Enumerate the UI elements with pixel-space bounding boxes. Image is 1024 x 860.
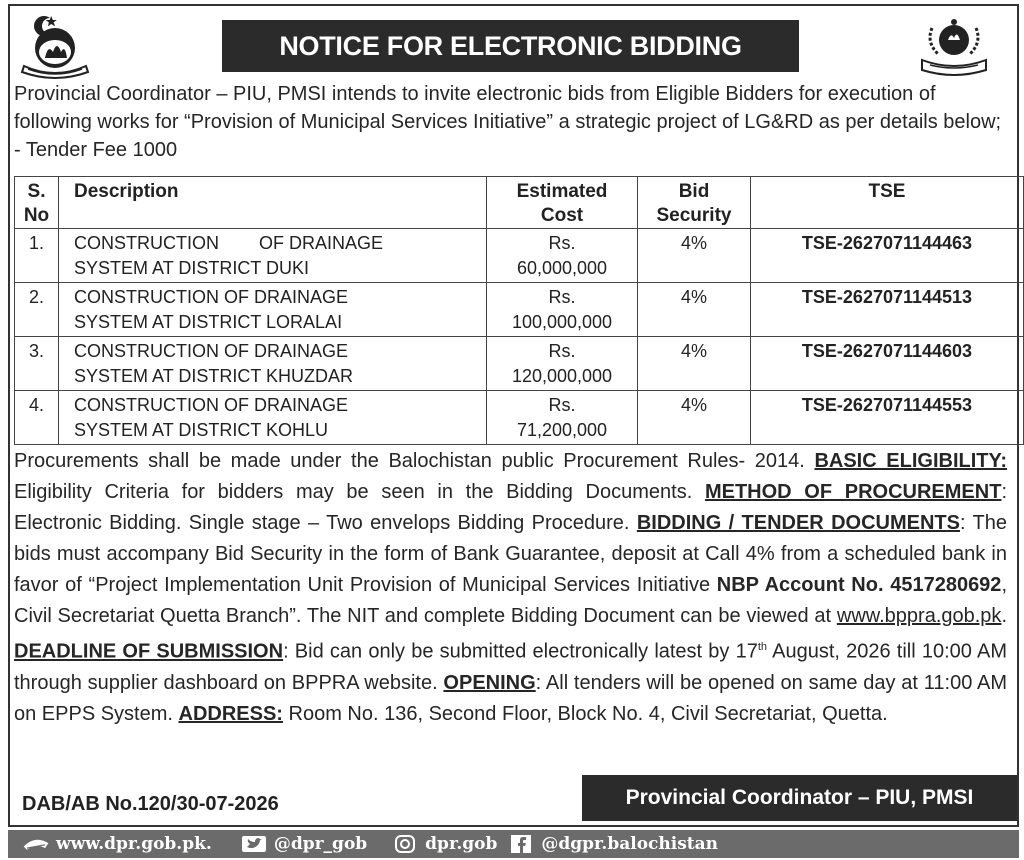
terms-text-6: . — [1001, 605, 1007, 627]
row-tse: TSE-2627071144603 — [751, 337, 1024, 391]
basic-eligibility-heading: BASIC ELIGIBILITY: — [814, 450, 1008, 472]
row-desc-line1: CONSTRUCTION OF DRAINAGE — [74, 395, 349, 415]
instagram-icon — [391, 835, 419, 853]
header-bid-line2: Security — [656, 205, 732, 226]
works-table — [14, 176, 1024, 445]
row-bid-security: 4% — [638, 229, 751, 283]
row-description — [59, 229, 487, 283]
row-no: 3. — [15, 337, 59, 391]
header-bid-line1: Bid — [678, 181, 710, 202]
dpr-logo-icon — [22, 835, 50, 853]
row-bid-security: 4% — [638, 283, 751, 337]
opening-heading: OPENING — [443, 671, 536, 694]
table-header-row — [15, 177, 1024, 229]
row-no: 1. — [15, 229, 59, 283]
table-row — [15, 337, 1024, 391]
row-desc-line2: SYSTEM AT DISTRICT KOHLU — [74, 420, 329, 440]
footer-website[interactable] — [22, 834, 212, 854]
footer-facebook[interactable] — [507, 834, 718, 854]
bppra-link[interactable]: www.bppra.gob.pk — [836, 605, 1002, 627]
row-tse: TSE-2627071144463 — [751, 229, 1024, 283]
header-bid-security — [638, 177, 751, 229]
row-no: 2. — [15, 283, 59, 337]
row-desc-line1: CONSTRUCTION OF DRAINAGE — [74, 233, 384, 253]
row-desc-line1: CONSTRUCTION OF DRAINAGE — [74, 341, 349, 361]
terms-text-9: : All tenders will be opened on same day at 11:00 AM on EPPS System. — [14, 671, 1007, 725]
facebook-icon — [507, 835, 535, 853]
dab-number: DAB/AB No.120/30-07-2026 — [22, 793, 279, 815]
row-cost-amount: 60,000,000 — [516, 258, 608, 278]
row-description — [59, 337, 487, 391]
table-row — [15, 283, 1024, 337]
terms-paragraph — [14, 446, 1007, 730]
row-desc-line2: SYSTEM AT DISTRICT KHUZDAR — [74, 366, 354, 386]
row-desc-line2: SYSTEM AT DISTRICT DUKI — [74, 258, 310, 278]
terms-text-7: : Bid can only be submitted electronically latest by 17 — [283, 640, 758, 663]
header-description: Description — [59, 177, 487, 229]
table-row — [15, 229, 1024, 283]
balochistan-emblem-icon — [18, 14, 92, 80]
row-desc-line2: SYSTEM AT DISTRICT LORALAI — [74, 312, 343, 332]
footer-twitter[interactable] — [240, 834, 367, 854]
terms-text-3: : Electronic Bidding. Single stage – Two envelops Bidding Procedure. — [14, 481, 1007, 534]
header-cost-line1: Estimated — [516, 181, 608, 202]
footer-website-text: www.dpr.gob.pk. — [56, 834, 212, 854]
row-cost-rs: Rs. — [548, 233, 576, 253]
terms-text-10: Room No. 136, Second Floor, Block No. 4, Civil Secretariat, Quetta. — [282, 702, 888, 725]
method-of-procurement-heading: METHOD OF PROCUREMENT — [704, 481, 1002, 503]
row-cost-amount: 120,000,000 — [511, 366, 613, 386]
dgpr-emblem-icon — [916, 14, 992, 78]
footer-facebook-text: @dgpr.balochistan — [541, 834, 719, 854]
row-cost — [487, 229, 638, 283]
footer-instagram-text: dpr.gob — [425, 834, 498, 854]
row-cost — [487, 337, 638, 391]
row-cost-rs: Rs. — [548, 395, 576, 415]
terms-text-1: Procurements shall be made under the Balochistan public Procurement Rules- 2014. — [14, 450, 815, 472]
row-bid-security: 4% — [638, 337, 751, 391]
row-cost — [487, 391, 638, 445]
terms-text-2: Eligibility Criteria for bidders may be seen in the Bidding Documents. — [14, 481, 705, 503]
terms-text-4: : The bids must accompany Bid Security in the form of Bank Guarantee, deposit at Call 4% from a scheduled bank in favor of “Project Implementation Unit Provision of Municipal Services Initiative — [14, 512, 1007, 596]
footer-twitter-text: @dpr_gob — [273, 834, 368, 854]
date-ordinal: th — [757, 641, 768, 653]
nbp-account: NBP Account No. 4517280692 — [716, 574, 1002, 596]
twitter-icon — [240, 835, 268, 853]
table-row — [15, 391, 1024, 445]
row-description — [59, 391, 487, 445]
deadline-heading: DEADLINE OF SUBMISSION — [14, 640, 284, 663]
header-s-no — [15, 177, 59, 229]
footer-bar — [8, 830, 1019, 858]
header-tse: TSE — [751, 177, 1024, 229]
coordinator-signature: Provincial Coordinator – PIU, PMSI — [582, 775, 1017, 821]
row-desc-line1: CONSTRUCTION OF DRAINAGE — [74, 287, 349, 307]
address-heading: ADDRESS: — [178, 702, 283, 725]
row-description — [59, 283, 487, 337]
header-s-no-line1: S. — [27, 181, 46, 202]
row-cost — [487, 283, 638, 337]
row-no: 4. — [15, 391, 59, 445]
terms-text-8: August, 2026 till 10:00 AM through supplier dashboard on BPPRA website. — [14, 640, 1008, 694]
footer-instagram[interactable] — [391, 834, 497, 854]
intro-paragraph: Provincial Coordinator – PIU, PMSI intends to invite electronic bids from Eligible Bidders for execution of following works for “Provision of Municipal Services Initiative” a strategic project of LG&RD as per details below; - Tender Fee 1000 — [14, 83, 1002, 161]
notice-title: NOTICE FOR ELECTRONIC BIDDING — [222, 20, 799, 72]
row-tse: TSE-2627071144513 — [751, 283, 1024, 337]
header-cost-line2: Cost — [540, 205, 584, 226]
row-cost-rs: Rs. — [548, 341, 576, 361]
terms-text-5: , Civil Secretariat Quetta Branch”. The NIT and complete Bidding Document can be viewed at — [14, 574, 1007, 627]
row-cost-amount: 71,200,000 — [516, 420, 608, 440]
header-s-no-line2: No — [23, 205, 50, 226]
row-cost-amount: 100,000,000 — [511, 312, 613, 332]
tender-documents-heading: BIDDING / TENDER DOCUMENTS — [636, 512, 960, 534]
row-tse: TSE-2627071144553 — [751, 391, 1024, 445]
row-cost-rs: Rs. — [548, 287, 576, 307]
row-bid-security: 4% — [638, 391, 751, 445]
header-estimated-cost — [487, 177, 638, 229]
